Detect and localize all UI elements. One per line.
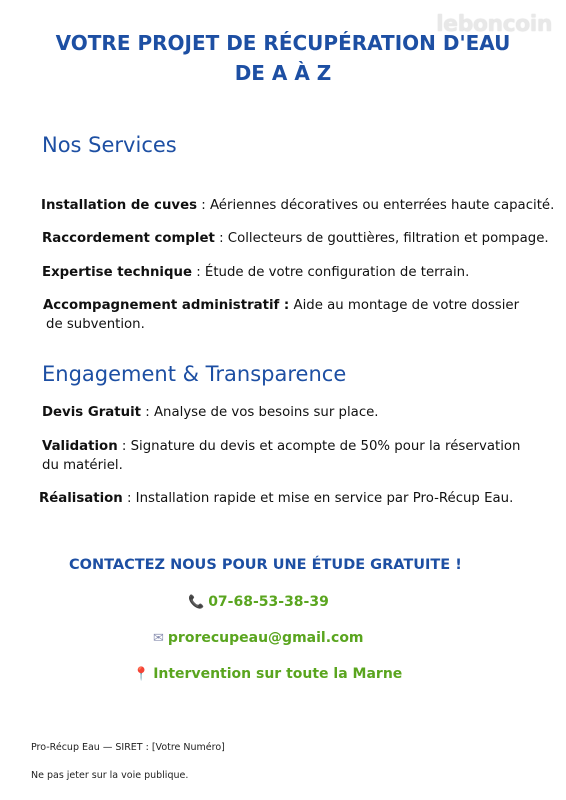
email-address[interactable]: prorecupeau@gmail.com bbox=[167, 630, 364, 646]
footer-company: Pro-Récup Eau — SIRET : [Votre Numéro] bbox=[31, 742, 225, 753]
phone-line[interactable] bbox=[188, 594, 329, 610]
phone-icon: 📞 bbox=[188, 595, 205, 610]
pin-icon: 📍 bbox=[133, 667, 150, 682]
service-item-text: : Aériennes décoratives ou enterrées haute capacité. bbox=[197, 198, 555, 213]
service-item-text: Aide au montage de votre dossier bbox=[289, 298, 520, 313]
engagement-item bbox=[42, 403, 379, 422]
envelope-icon: ✉ bbox=[153, 631, 164, 646]
phone-number[interactable]: 07-68-53-38-39 bbox=[208, 594, 329, 610]
contact-cta: CONTACTEZ NOUS POUR UNE ÉTUDE GRATUITE ! bbox=[69, 557, 462, 573]
service-item-continuation: de subvention. bbox=[46, 317, 145, 332]
service-item bbox=[43, 296, 519, 315]
service-item-label: Raccordement complet bbox=[42, 231, 215, 246]
engagement-item-text: : Analyse de vos besoins sur place. bbox=[141, 405, 379, 420]
engagement-item bbox=[42, 437, 520, 456]
engagement-item-label: Validation bbox=[42, 439, 118, 454]
leboncoin-watermark: leboncoin bbox=[436, 12, 552, 37]
service-item-text: : Collecteurs de gouttières, filtration et pompage. bbox=[214, 231, 549, 246]
engagement-heading: Engagement & Transparence bbox=[42, 362, 347, 386]
service-item-label: Installation de cuves bbox=[41, 198, 198, 213]
engagement-item-label: Devis Gratuit bbox=[42, 405, 142, 420]
engagement-item-text: : Signature du devis et acompte de 50% pour la réservation bbox=[117, 439, 521, 454]
services-heading: Nos Services bbox=[42, 133, 177, 157]
service-item-label: Accompagnement administratif : bbox=[43, 298, 290, 313]
service-item-label: Expertise technique bbox=[42, 265, 192, 280]
service-area: Intervention sur toute la Marne bbox=[153, 666, 403, 682]
email-line[interactable] bbox=[153, 630, 364, 646]
page-title-line1: VOTRE PROJET DE RÉCUPÉRATION D'EAU bbox=[55, 31, 511, 55]
service-item bbox=[42, 229, 549, 248]
area-line bbox=[133, 666, 402, 682]
service-item bbox=[42, 263, 469, 282]
engagement-item-text: : Installation rapide et mise en service par Pro-Récup Eau. bbox=[122, 491, 514, 506]
service-item bbox=[41, 196, 554, 215]
page-title-line2: DE A À Z bbox=[234, 61, 332, 85]
engagement-item-label: Réalisation bbox=[39, 491, 123, 506]
engagement-item bbox=[39, 489, 513, 508]
footer-notice: Ne pas jeter sur la voie publique. bbox=[31, 770, 189, 781]
engagement-item-continuation: du matériel. bbox=[42, 458, 123, 473]
service-item-text: : Étude de votre configuration de terrain. bbox=[191, 265, 470, 280]
